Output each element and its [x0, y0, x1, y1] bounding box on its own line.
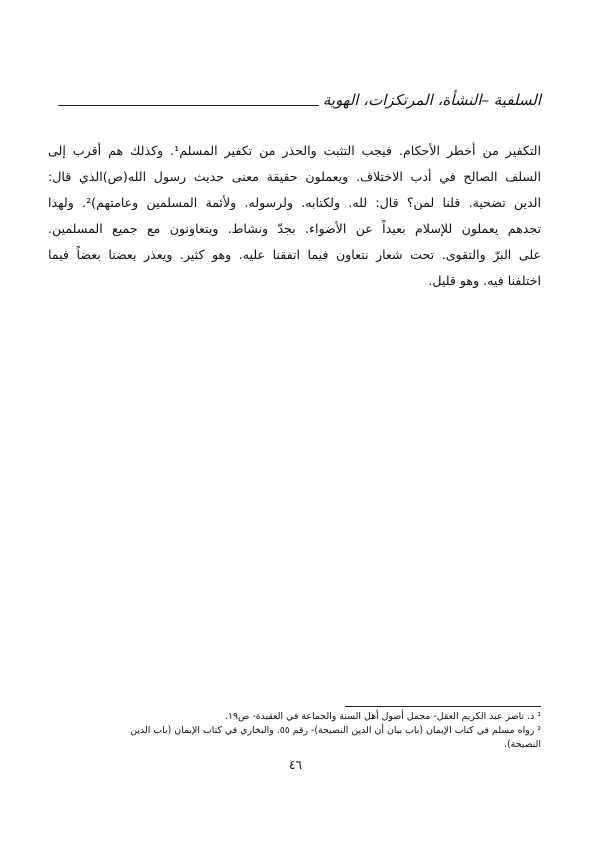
body-line: التكفير من أخطر الأحكام. فيجب التثبت والحذر من تكفير المسلم¹. وكذلك هم أقرب إلى [48, 143, 541, 158]
page-number: ٤٦ [289, 758, 302, 772]
running-header [58, 86, 541, 110]
header-rule [58, 105, 319, 106]
footnote-1: ¹ د. ناصر عبد الكريم العقل- مجمل أصول أهل السنة والجماعة في العقيدة- ص١٩. [224, 711, 541, 722]
body-line: تجدهم يعملون للإسلام بعيداً عن الأضواء. بجدّ ونشاط. ويتعاونون مع جميع المسلمين. [48, 221, 541, 236]
body-line: السلف الصالح في أدب الاختلاف. ويعملون حقيقة معنى حديث رسول الله(ص)الذي قال: [48, 169, 541, 184]
footnote-divider [345, 706, 541, 707]
body-line: اختلفنا فيه. وهو قليل. [428, 273, 541, 288]
footnotes [100, 710, 541, 752]
body-line: الدين تضحية. قلنا لمن؟ قال: لله. ولكتابه. ولرسوله. ولأئمة المسلمين وعامتهم)². ولهذا [48, 195, 541, 210]
body-line: على البرّ والتقوى. تحت شعار نتعاون فيما اتفقنا عليه. وهو كثير. ويعذر بعضنا بعضاً فيما [48, 247, 541, 262]
running-header-title: السلفية –النشأة، المرتكزات، الهوية [322, 91, 541, 109]
footnote-2-continued: النصيحة). [504, 739, 541, 750]
footnote-2: ² رواه مسلم في كتاب الإيمان (باب بيان أن الدين النصيحة)- رقم ٥٥. والبخاري في كتاب الإيمان (باب الدين [130, 725, 541, 736]
body-text [48, 138, 541, 294]
